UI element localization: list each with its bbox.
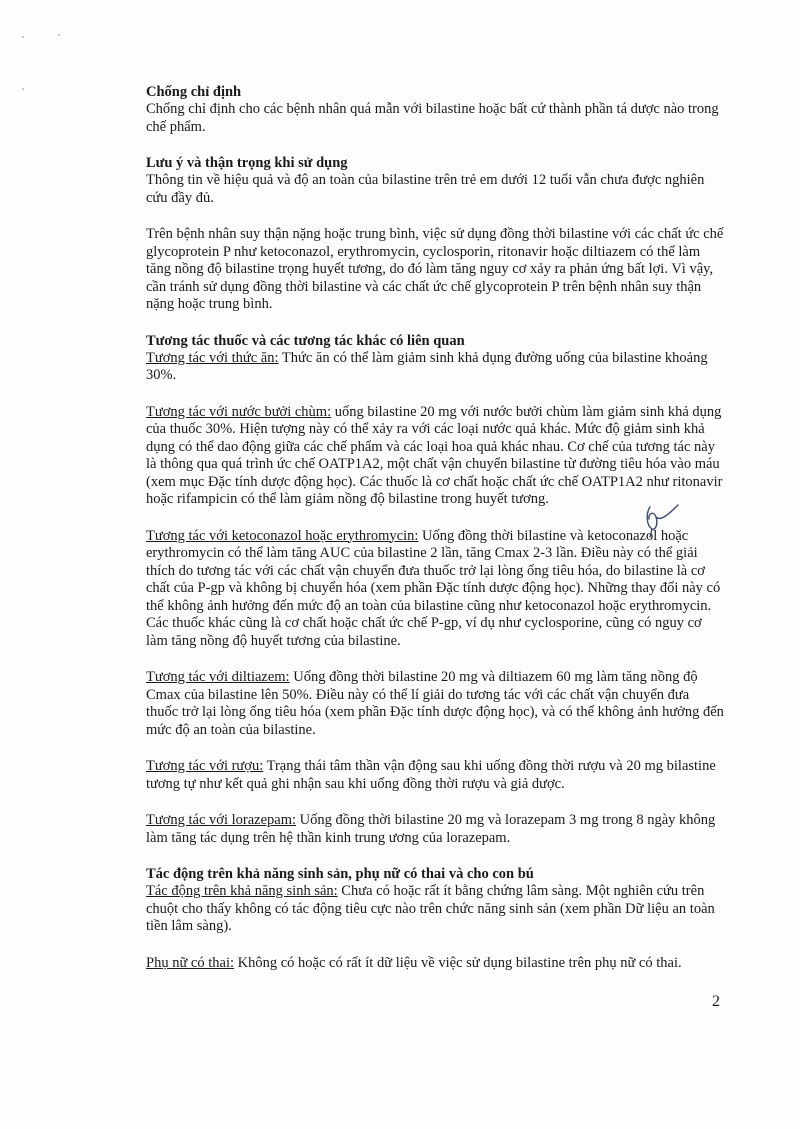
scan-speck: [22, 36, 24, 38]
contraindications-heading: Chống chỉ định: [146, 84, 242, 100]
fertility-heading: Tác động trên khả năng sinh sản, phụ nữ có thai và cho con bú: [146, 866, 534, 882]
food-interaction-label: Tương tác với thức ăn:: [146, 349, 279, 366]
fertility-text: Chưa có hoặc rất ít bằng chứng lâm sàng. Một nghiên cứu trên chuột cho thấy không có tác động tiêu cực nào trên chức năng sinh sản (xem phần Dữ liệu an toàn tiền lâm sàng).: [146, 883, 715, 934]
lorazepam-interaction-text: Uống đồng thời bilastine 20 mg và lorazepam 3 mg trong 8 ngày không làm tăng tác dụng trên hệ thần kinh trung ương của lorazepam.: [146, 812, 716, 846]
page-number: 2: [712, 993, 720, 1010]
diltiazem-interaction-label: Tương tác với diltiazem:: [146, 669, 290, 685]
document-page: [146, 84, 724, 991]
pregnancy-text: Không có hoặc có rất ít dữ liệu về việc sử dụng bilastine trên phụ nữ có thai.: [234, 954, 682, 971]
fertility-section: [146, 866, 724, 972]
scan-speck: [22, 88, 24, 90]
pregnancy-paragraph: [146, 955, 724, 973]
precautions-heading: Lưu ý và thận trọng khi sử dụng: [146, 155, 348, 171]
interactions-section: [146, 333, 724, 848]
alcohol-interaction-label: Tương tác với rượu:: [146, 758, 264, 774]
contraindications-section: [146, 84, 724, 136]
ketoconazole-interaction-text: Uống đồng thời bilastine và ketoconazol hoặc erythromycin có thể làm tăng AUC của bilastine 2 lần, tăng Cmax 2-3 lần. Điều này có thể giải thích do tương tác với các chất vận chuyển đưa thuốc trở lại lòng ống tiêu hóa, do bilastine là cơ chất của P-gp và không bị chuyển hóa (xem phần Đặc tính dược động học). Những thay đổi này có thể không ảnh hưởng đến mức độ an toàn của bilastine cũng như ketoconazol hoặc erythromycin. Các thuốc khác cũng là cơ chất hoặc chất ức chế P-gp, ví dụ như cyclosporine, cũng có nguy cơ làm tăng nồng độ huyết tương của bilastine.: [146, 527, 721, 649]
grapefruit-interaction-text: uống bilastine 20 mg với nước bưởi chùm làm giảm sinh khả dụng của thuốc 30%. Hiện tượng này có thể xảy ra với các loại nước quả khác. Mức độ giảm sinh khả dụng có thể dao động giữa các chế phẩm và các loại hoa quả khác nhau. Cơ chế của tương tác này là thông qua quá trình ức chế OATP1A2, một chất vận chuyển bilastine từ đường tiêu hóa vào máu (xem mục Đặc tính dược động học). Các thuốc là cơ chất hoặc chất ức chế OATP1A2 như ritonavir hoặc rifampicin có thể làm giảm nồng độ bilastine trong huyết tương.: [146, 403, 723, 507]
interactions-heading: Tương tác thuốc và các tương tác khác có liên quan: [146, 332, 465, 349]
precautions-section: [146, 155, 724, 314]
grapefruit-interaction-paragraph: [146, 404, 724, 509]
fertility-paragraph: [146, 883, 724, 936]
diltiazem-interaction-text: Uống đồng thời bilastine 20 mg và diltiazem 60 mg làm tăng nồng độ Cmax của bilastine lên 50%. Điều này có thể lí giải do tương tác với các chất vận chuyển đưa thuốc trở lại lòng ống tiêu hóa (xem phần Đặc tính dược động học), và có thể không ảnh hưởng đến mức độ an toàn của bilastine.: [146, 669, 724, 738]
pregnancy-label: Phụ nữ có thai:: [146, 954, 235, 971]
precautions-paragraph: Thông tin về hiệu quả và độ an toàn của bilastine trên trẻ em dưới 12 tuổi vẫn chưa được nghiên cứu đầy đủ.: [146, 172, 705, 206]
diltiazem-interaction-paragraph: [146, 669, 724, 739]
alcohol-interaction-paragraph: [146, 758, 724, 793]
food-interaction-text: Thức ăn có thể làm giảm sinh khả dụng đường uống của bilastine khoảng 30%.: [146, 349, 708, 383]
ketoconazole-interaction-paragraph: [146, 528, 724, 651]
scan-speck: [58, 34, 60, 36]
alcohol-interaction-text: Trạng thái tâm thần vận động sau khi uống đồng thời rượu và 20 mg bilastine tương tự như kết quả ghi nhận sau khi uống đồng thời rượu và giả dược.: [146, 758, 716, 792]
grapefruit-interaction-label: Tương tác với nước bưởi chùm:: [146, 403, 332, 420]
food-interaction-paragraph: [146, 350, 724, 385]
handwritten-initial: [640, 503, 682, 539]
contraindications-text: Chống chỉ định cho các bệnh nhân quá mẫn với bilastine hoặc bất cứ thành phần tá dược nào trong chế phẩm.: [146, 101, 719, 135]
lorazepam-interaction-label: Tương tác với lorazepam:: [146, 812, 297, 828]
ketoconazole-interaction-label: Tương tác với ketoconazol hoặc erythromycin:: [146, 527, 419, 544]
lorazepam-interaction-paragraph: [146, 812, 724, 847]
fertility-label: Tác động trên khả năng sinh sản:: [146, 883, 338, 899]
precautions-paragraph: Trên bệnh nhân suy thận nặng hoặc trung bình, việc sử dụng đồng thời bilastine với các chất ức chế glycoprotein P như ketoconazol, erythromycin, cyclosporin, ritonavir hoặc diltiazem có thể làm tăng nồng độ bilastine trọng huyết tương, do đó làm tăng nguy cơ xảy ra phản ứng bất lợi. Vì vậy, cần tránh sử dụng đồng thời bilastine và các chất ức chế glycoprotein P trên bệnh nhân suy thận nặng hoặc trung bình.: [146, 226, 724, 312]
